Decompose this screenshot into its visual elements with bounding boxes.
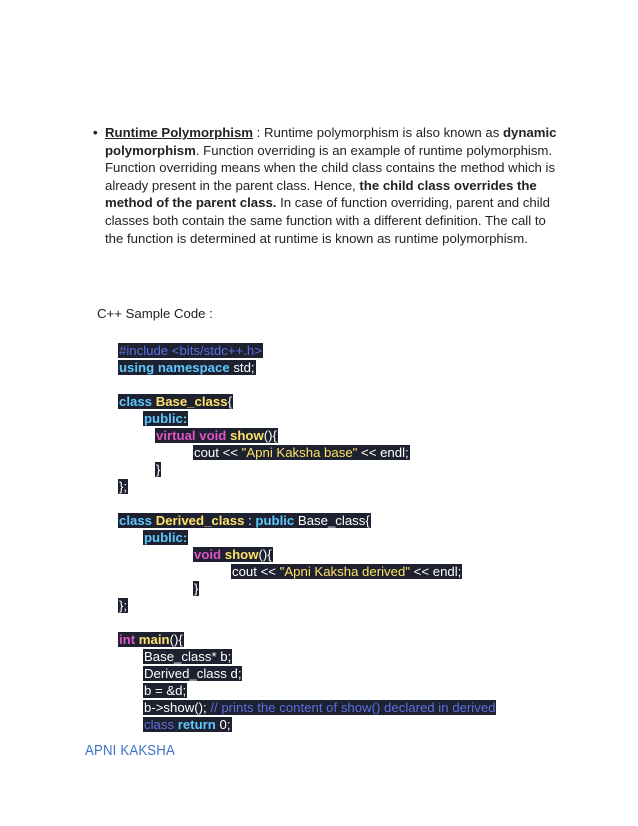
code-line-m1: [143, 648, 232, 665]
base-class-ref: Base_class{: [294, 513, 370, 528]
base-pointer-decl: Base_class* b;: [144, 649, 232, 664]
code-line-void-show: [193, 546, 273, 563]
public-label: public:: [144, 530, 188, 545]
return-value: 0;: [215, 717, 231, 732]
code-line-virtual-show: [155, 427, 278, 444]
class-keyword: class: [119, 513, 153, 528]
term-runtime-polymorphism: Runtime Polymorphism: [105, 125, 254, 140]
term-separator: :: [253, 125, 265, 140]
endl-statement: << endl;: [357, 445, 409, 460]
code-line-close-base: [118, 478, 128, 495]
virtual-keyword: virtual: [156, 428, 196, 443]
code-line-public-2: [143, 529, 188, 546]
void-keyword: void: [199, 428, 227, 443]
main-function-name: main: [138, 632, 170, 647]
close-brace: }: [156, 462, 161, 477]
close-class: };: [119, 598, 128, 613]
code-line-m5: [143, 716, 232, 733]
definition-paragraph: [93, 124, 563, 247]
derived-object-decl: Derived_class d;: [144, 666, 242, 681]
inherit-colon: :: [244, 513, 256, 528]
base-string-literal: "Apni Kaksha base": [241, 445, 358, 460]
public-label: public:: [144, 411, 188, 426]
pointer-assign: b = &d;: [144, 683, 187, 698]
code-line-cout-base: [193, 444, 410, 461]
return-keyword: return: [177, 717, 216, 732]
show-parens: (){: [258, 547, 272, 562]
close-brace: }: [194, 581, 199, 596]
definition-part-2: . Function overriding is an example of runtime polymorphism. Function overriding means when the child class contains the method which is already present in the parent class. Hence,: [105, 142, 556, 193]
definition-part-3: In case of function overriding, parent and child classes both contain the same function with a different definition. The call to the function is determined at runtime is known as runtime polymorphism.: [105, 195, 550, 246]
show-function-name: show: [230, 428, 264, 443]
comment-continuation: class: [144, 717, 175, 732]
show-function-name: show: [224, 547, 259, 562]
definition-part-1: Runtime polymorphism is also known as: [264, 125, 503, 140]
show-parens: (){: [263, 428, 277, 443]
code-line-main: [118, 631, 184, 648]
derived-class-name: Derived_class: [155, 513, 245, 528]
main-parens: (){: [169, 632, 183, 647]
definition-bold-1: dynamic polymorphism: [105, 125, 557, 158]
bullet-icon: •: [93, 125, 98, 140]
class-keyword: class: [119, 394, 153, 409]
void-keyword: void: [194, 547, 222, 562]
code-line-public-1: [143, 410, 188, 427]
cout-statement: cout <<: [194, 445, 242, 460]
int-keyword: int: [119, 632, 136, 647]
code-line-m4: [143, 699, 496, 716]
endl-statement: << endl;: [410, 564, 462, 579]
using-rest: std;: [229, 360, 255, 375]
code-line-class-base: [118, 393, 233, 410]
derived-string-literal: "Apni Kaksha derived": [279, 564, 410, 579]
footer-brand: APNI KAKSHA: [85, 742, 175, 759]
code-line-close-derived: [118, 597, 128, 614]
cout-statement: cout <<: [232, 564, 280, 579]
code-line-include: [118, 342, 263, 359]
code-line-close-show: [155, 461, 161, 478]
code-comment: // prints the content of show() declared in derived: [206, 700, 496, 715]
code-line-class-derived: [118, 512, 371, 529]
open-brace: {: [227, 394, 232, 409]
include-directive: #include <bits/stdc++.h>: [119, 343, 262, 358]
public-keyword: public: [255, 513, 295, 528]
show-call: b->show();: [144, 700, 207, 715]
close-class: };: [119, 479, 128, 494]
definition-text: [93, 124, 563, 247]
definition-bold-2: the child class overrides the method of the parent class.: [105, 177, 537, 211]
code-line-cout-derived: [231, 563, 462, 580]
code-line-using: [118, 359, 256, 376]
sample-code-heading: C++ Sample Code :: [97, 306, 213, 321]
code-line-close-void: [193, 580, 199, 597]
code-line-m3: [143, 682, 187, 699]
code-line-m2: [143, 665, 242, 682]
base-class-name: Base_class: [155, 394, 228, 409]
using-keyword: using namespace: [119, 360, 230, 375]
